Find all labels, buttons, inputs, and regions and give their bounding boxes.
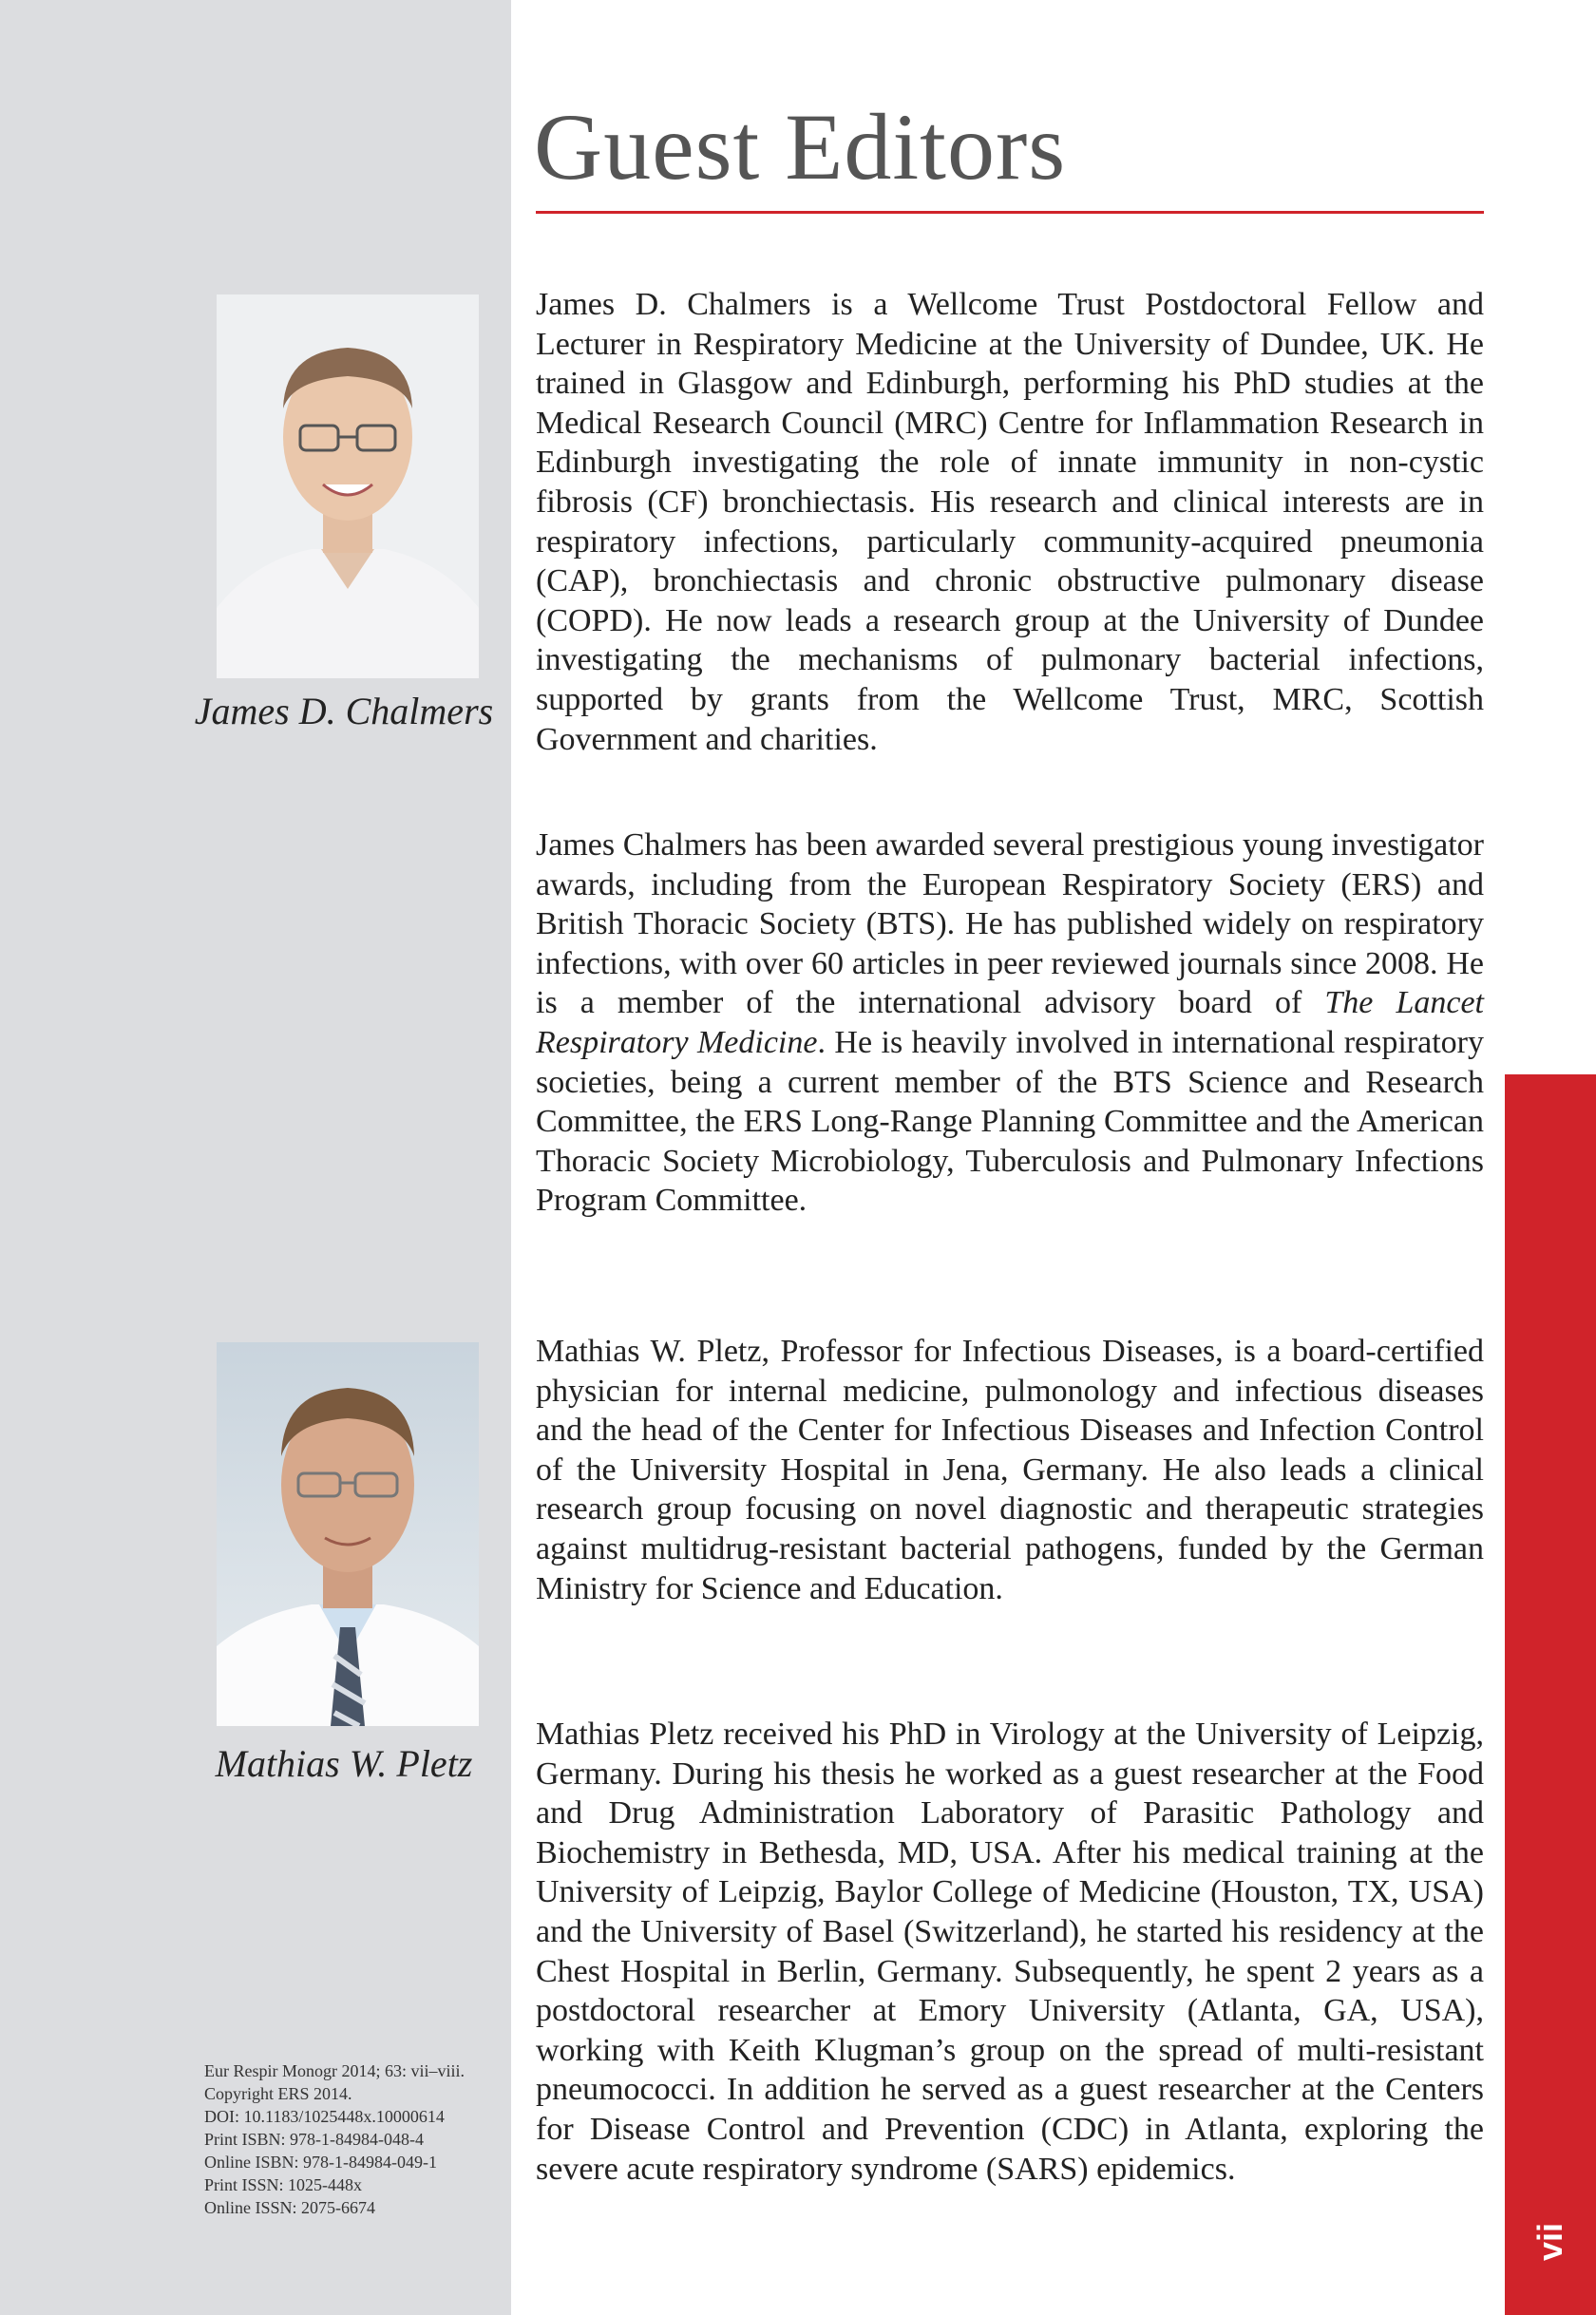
page-number: vii — [1530, 2222, 1569, 2262]
bio-text: James Chalmers has been awarded several prestigious young investigator awards, including from the European Respiratory Society (ERS) and British Thoracic Society (BTS). He has published widely on respiratory infections, with over 60 articles in peer reviewed journals since 2008. He is a member of the international advisory board of — [536, 827, 1484, 1021]
bio-paragraph: James D. Chalmers is a Wellcome Trust Postdoctoral Fellow and Lecturer in Respiratory Medicine at the University of Dundee, UK. He trained in Glasgow and Edinburgh, performing his PhD studies at the Medical Research Council (MRC) Centre for Inflammation Research in Edinburgh investigating the role of innate immunity in non-cystic fibrosis (CF) bronchiectasis. His research and clinical interests are in respiratory infections, particularly community-acquired pneumonia (CAP), bronchiectasis and chronic obstructive pulmonary disease (COPD). He now leads a research group at the University of Dundee investigating the mechanisms of pulmonary bacterial infections, supported by grants from the Wellcome Trust, MRC, Scottish Government and charities. — [536, 287, 1484, 757]
citation-line: Print ISSN: 1025-448x — [204, 2175, 363, 2194]
bio-paragraph: Mathias W. Pletz, Professor for Infectious Diseases, is a board-certified physician for internal medicine, pulmonology and infectious diseases and the head of the Center for Infectious Diseases and Infection Control of the University Hospital in Jena, Germany. He also leads a clinical research group focusing on novel diagnostic and therapeutic strategies against multidrug-resistant bacterial pathogens, funded by the German Ministry for Science and Education. — [536, 1334, 1484, 1606]
citation-line: Eur Respir Monogr 2014; 63: vii–viii. — [204, 2061, 465, 2080]
editor-photo-chalmers — [217, 294, 479, 678]
citation-block — [204, 2059, 518, 2219]
citation-line: Online ISSN: 2075-6674 — [204, 2198, 375, 2217]
editor-caption-pletz: Mathias W. Pletz — [215, 1742, 473, 1785]
bio-paragraph — [536, 825, 1484, 1221]
bio-paragraph: Mathias Pletz received his PhD in Virology at the University of Leipzig, Germany. During his thesis he worked as a guest researcher at the Food and Drug Administration Laboratory of Parasitic Pathology and Biochemistry in Bethesda, MD, USA. After his medical training at the University of Leipzig, Baylor College of Medicine (Houston, TX, USA) and the University of Basel (Switzerland), he started his residency at the Chest Hospital in Berlin, Germany. Subsequently, he spent 2 years as a postdoctoral researcher at Emory University (Atlanta, GA, USA), working with Keith Klugman’s group on the spread of multi-resistant pneumococci. In addition he served as a guest researcher at the Centers for Disease Control and Prevention (CDC) in Atlanta, exploring the severe acute respiratory syndrome (SARS) epidemics. — [536, 1717, 1484, 2187]
citation-line: Copyright ERS 2014. — [204, 2084, 352, 2103]
title-divider — [536, 211, 1484, 214]
editor-caption-chalmers: James D. Chalmers — [194, 690, 494, 732]
citation-line: Online ISBN: 978-1-84984-049-1 — [204, 2153, 437, 2172]
citation-line: Print ISBN: 978-1-84984-048-4 — [204, 2130, 424, 2149]
bio-text: . He is heavily involved in international respiratory societies, being a current member of the BTS Science and Research Committee, the ERS Long-Range Planning Committee and the American Thoracic Society Microbiology, Tuberculosis and Pulmonary Infections Program Committee. — [536, 1024, 1484, 1219]
page-title: Guest Editors — [534, 94, 1067, 199]
editor-photo-pletz — [217, 1342, 479, 1726]
journal-title: The Lancet Respiratory Medicine — [536, 985, 1484, 1060]
citation-line: DOI: 10.1183/1025448x.10000614 — [204, 2107, 445, 2126]
page-edge-tab — [1505, 1074, 1596, 2315]
